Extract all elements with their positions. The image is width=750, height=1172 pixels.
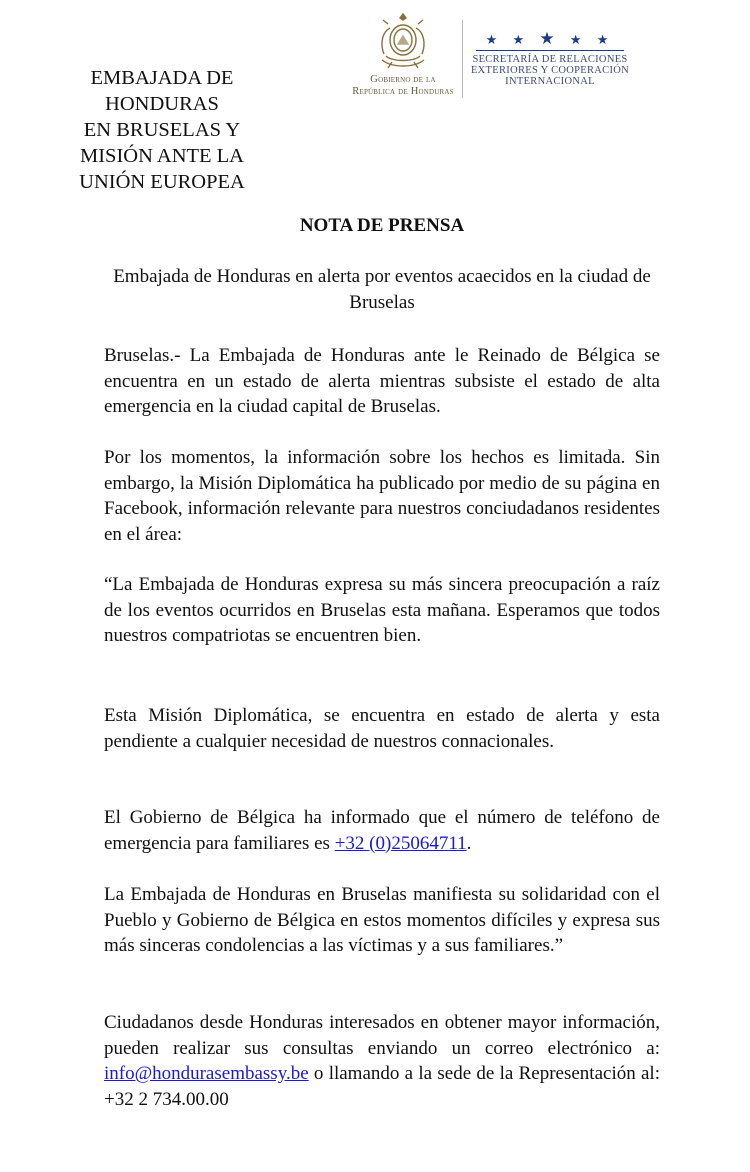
embassy-name-line: EN BRUSELAS Y [83,119,241,141]
embassy-name-line: MISIÓN ANTE LA [80,145,244,167]
logo-divider [462,20,463,98]
coat-of-arms-icon [368,10,438,72]
gov-logo-caption [348,74,458,98]
paragraph-text: o llamando a la sede de la Representación al: +32 2 734.00.00 [104,1063,660,1110]
secretariat-text-line: EXTERIORES Y COOPERACIÓN [470,65,630,76]
logo-rule [476,50,624,51]
paragraph-information: Por los momentos, la información sobre los hechos es limitada. Sin embargo, la Misión Diplomática ha publicado por medio de su página en Facebook, información relevante para nuestros conciudadanos residentes en el área: [104,447,660,545]
paragraph-emergency-phone [104,805,660,856]
press-release-subtitle: Embajada de Honduras en alerta por eventos acaecidos en la ciudad de Bruselas [113,266,651,313]
embassy-name-line: UNIÓN EUROPEA [79,171,245,193]
paragraph-contact [104,1010,660,1112]
paragraph-text: Ciudadanos desde Honduras interesados en obtener mayor información, pueden realizar sus consultas enviando un correo electrónico a: [104,1012,660,1059]
embassy-name-line: HONDURAS [105,93,219,115]
press-release-title: NOTA DE PRENSA [299,215,465,236]
embassy-name [62,65,262,195]
embassy-name-line: EMBAJADA DE [90,67,234,89]
secretariat-text-line: INTERNACIONAL [505,76,595,87]
paragraph-text: . [466,832,472,854]
paragraph-solidarity: La Embajada de Honduras en Bruselas manifiesta su solidaridad con el Pueblo y Gobierno de Bélgica en estos momentos difíciles y expresa sus más sinceras condolencias a las víctimas y a sus familiares.” [104,884,660,956]
secretariat-text-line: SECRETARÍA DE RELACIONES [472,54,628,65]
paragraph-alert: Esta Misión Diplomática, se encuentra en estado de alerta y esta pendiente a cualquier necesidad de nuestros connacionales. [104,705,660,752]
gov-logo-caption-line: República de Honduras [352,86,454,97]
gov-logo-caption-line: Gobierno de la [370,74,436,85]
stars-icon: ★ ★ ★ ★ ★ [485,29,615,48]
paragraph-quote-start: “La Embajada de Honduras expresa su más sincera preocupación a raíz de los eventos ocurridos en Bruselas esta mañana. Esperamos que todos nuestros compatriotas se encuentren bien. [104,574,660,646]
emergency-phone-link[interactable]: +32 (0)25064711 [334,832,467,854]
secretariat-logo [470,29,630,87]
paragraph-text: El Gobierno de Bélgica ha informado que el número de teléfono de emergencia para familiares es [104,807,660,854]
email-link[interactable]: info@hondurasembassy.be [104,1063,309,1084]
secretariat-text [470,54,630,87]
government-logo [348,10,458,98]
paragraph-intro: Bruselas.- La Embajada de Honduras ante le Reinado de Bélgica se encuentra en un estado de alerta mientras subsiste el estado de alta emergencia en la ciudad capital de Bruselas. [104,345,660,417]
